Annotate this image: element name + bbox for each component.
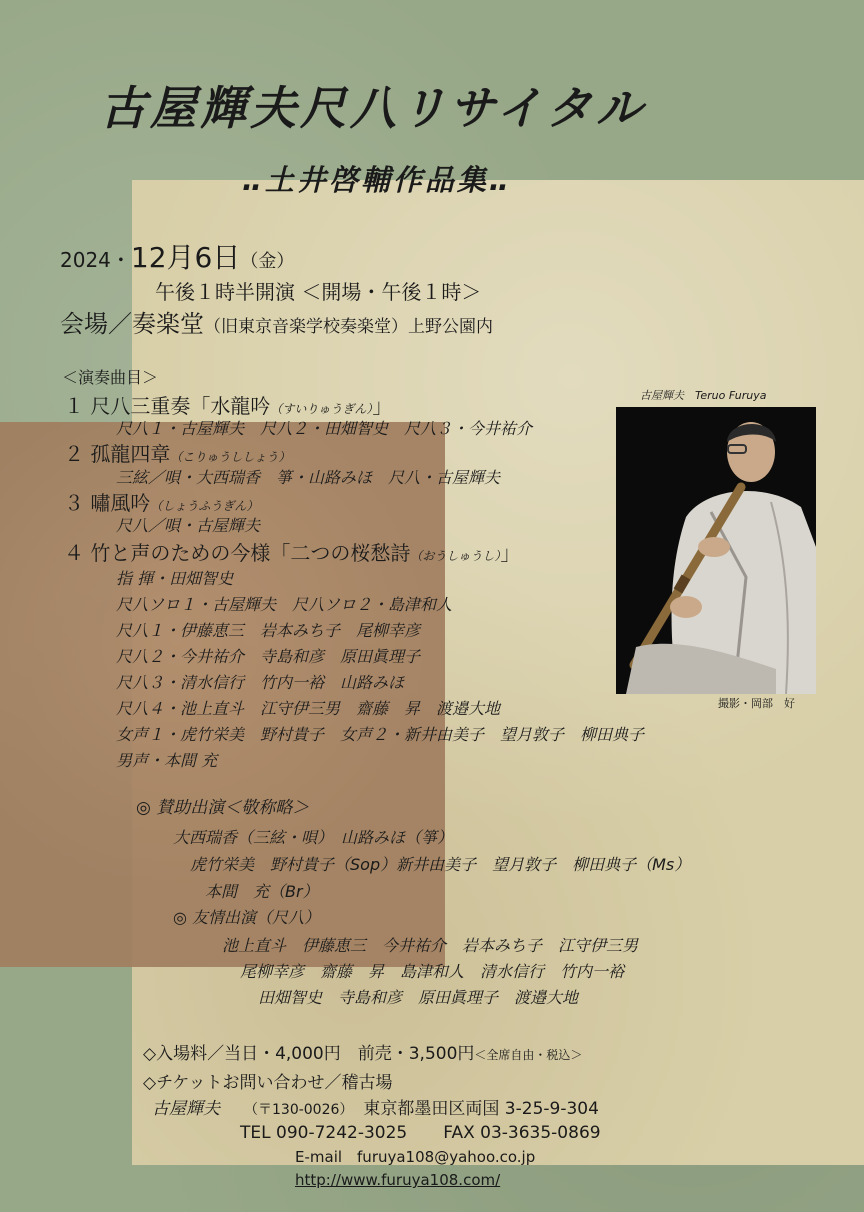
contact-tel: TEL 090-7242-3025 (240, 1123, 408, 1143)
program-performers: 三絃／唄・大西瑞香 箏・山路みほ 尺八・古屋輝夫 (116, 468, 501, 487)
program-end: 」 (500, 541, 521, 565)
contact-name: 古屋輝夫 (152, 1099, 220, 1119)
sponsor-line: 大西瑞香（三絃・唄） 山路みほ（箏） (173, 828, 454, 847)
program-item-2 (64, 444, 290, 464)
program-title: ４ 竹と声のための今様「二つの桜愁詩 (64, 541, 411, 565)
photo-credit: 撮影・岡部 好 (718, 697, 795, 710)
performer-line: 尺八１・伊藤恵三 岩本みち子 尾柳幸彦 (116, 621, 421, 640)
date-weekday: （金） (240, 251, 295, 272)
program-item-3 (64, 493, 258, 513)
program-item-4 (64, 543, 520, 563)
friends-heading: ◎ 友情出演（尺八） (173, 908, 321, 927)
performer-illustration (616, 407, 816, 694)
contact-address-line (152, 1101, 599, 1118)
program-item-1 (64, 396, 392, 416)
program-title: １ 尺八三重奏「水龍吟 (64, 394, 271, 418)
venue-label: 会場／奏楽堂 (60, 310, 204, 338)
contact-heading: ◇チケットお問い合わせ／稽古場 (143, 1073, 393, 1093)
performer-line: 女声１・虎竹栄美 野村貴子 女声２・新井由美子 望月敦子 柳田典子 (116, 725, 645, 744)
performer-line: 尺八４・池上直斗 江守伊三男 齋藤 昇 渡邉大地 (116, 699, 501, 718)
contact-fax: FAX 03-3635-0869 (443, 1123, 601, 1143)
sponsor-line: 虎竹栄美 野村貴子（Sop）新井由美子 望月敦子 柳田典子（Ms） (190, 855, 691, 874)
admission-note: ＜全席自由・税込＞ (474, 1048, 583, 1062)
contact-email[interactable]: E-mail furuya108@yahoo.co.jp (295, 1148, 536, 1166)
contact-url-link[interactable]: http://www.furuya108.com/ (295, 1171, 501, 1189)
date-year: 2024・ (60, 248, 131, 272)
friends-line: 田畑智史 寺島和彦 原田眞理子 渡邉大地 (258, 988, 579, 1007)
event-time: 午後１時半開演 ＜開場・午後１時＞ (155, 280, 482, 304)
contact-phone-line (240, 1125, 601, 1142)
admission (143, 1046, 582, 1063)
venue-note: （旧東京音楽学校奏楽堂）上野公園内 (204, 317, 493, 337)
program-performers: 尺八／唄・古屋輝夫 (116, 516, 261, 535)
performer-line: 尺八３・清水信行 竹内一裕 山路みほ (116, 673, 405, 692)
date-day: 12月6日 (130, 241, 241, 274)
admission-text: ◇入場料／当日・4,000円 前売・3,500円 (143, 1044, 475, 1064)
conductor: 指 揮・田畑智史 (116, 569, 234, 588)
poster-subtitle: ‥土井啓輔作品集‥ (242, 163, 512, 197)
event-venue (60, 312, 493, 336)
program-kana: （しょうふうぎん） (150, 499, 259, 513)
performer-line: 尺八２・今井祐介 寺島和彦 原田眞理子 (116, 647, 421, 666)
contact-zip: （〒130-0026） (244, 1102, 354, 1118)
program-kana: （おうしゅうし） (410, 549, 501, 563)
friends-line: 尾柳幸彦 齋藤 昇 島津和人 清水信行 竹内一裕 (240, 962, 625, 981)
program-kana: （こりゅうししょう） (170, 450, 291, 464)
sponsors-heading: ◎ 賛助出演＜敬称略＞ (136, 798, 310, 818)
friends-line: 池上直斗 伊藤恵三 今井祐介 岩本みち子 江守伊三男 (222, 936, 639, 955)
sponsor-line: 本間 充（Br） (205, 882, 319, 901)
poster-title: 古屋輝夫尺八リサイタル (100, 81, 646, 135)
program-performers: 尺八１・古屋輝夫 尺八２・田畑智史 尺八３・今井祐介 (116, 419, 533, 438)
performer-line: 男声・本間 充 (116, 751, 218, 770)
program-title: ３ 嘯風吟 (64, 491, 151, 515)
program-end: 」 (372, 394, 393, 418)
program-title: ２ 孤龍四章 (64, 442, 171, 466)
event-date (60, 241, 295, 274)
program-heading: ＜演奏曲目＞ (62, 368, 159, 387)
performer-photo (616, 407, 816, 694)
program-kana: （すいりゅうぎん） (270, 402, 373, 416)
performer-line: 尺八ソロ１・古屋輝夫 尺八ソロ２・島津和人 (116, 595, 453, 614)
contact-address: 東京都墨田区両国 3-25-9-304 (363, 1099, 599, 1119)
photo-caption: 古屋輝夫 Teruo Furuya (640, 389, 767, 402)
